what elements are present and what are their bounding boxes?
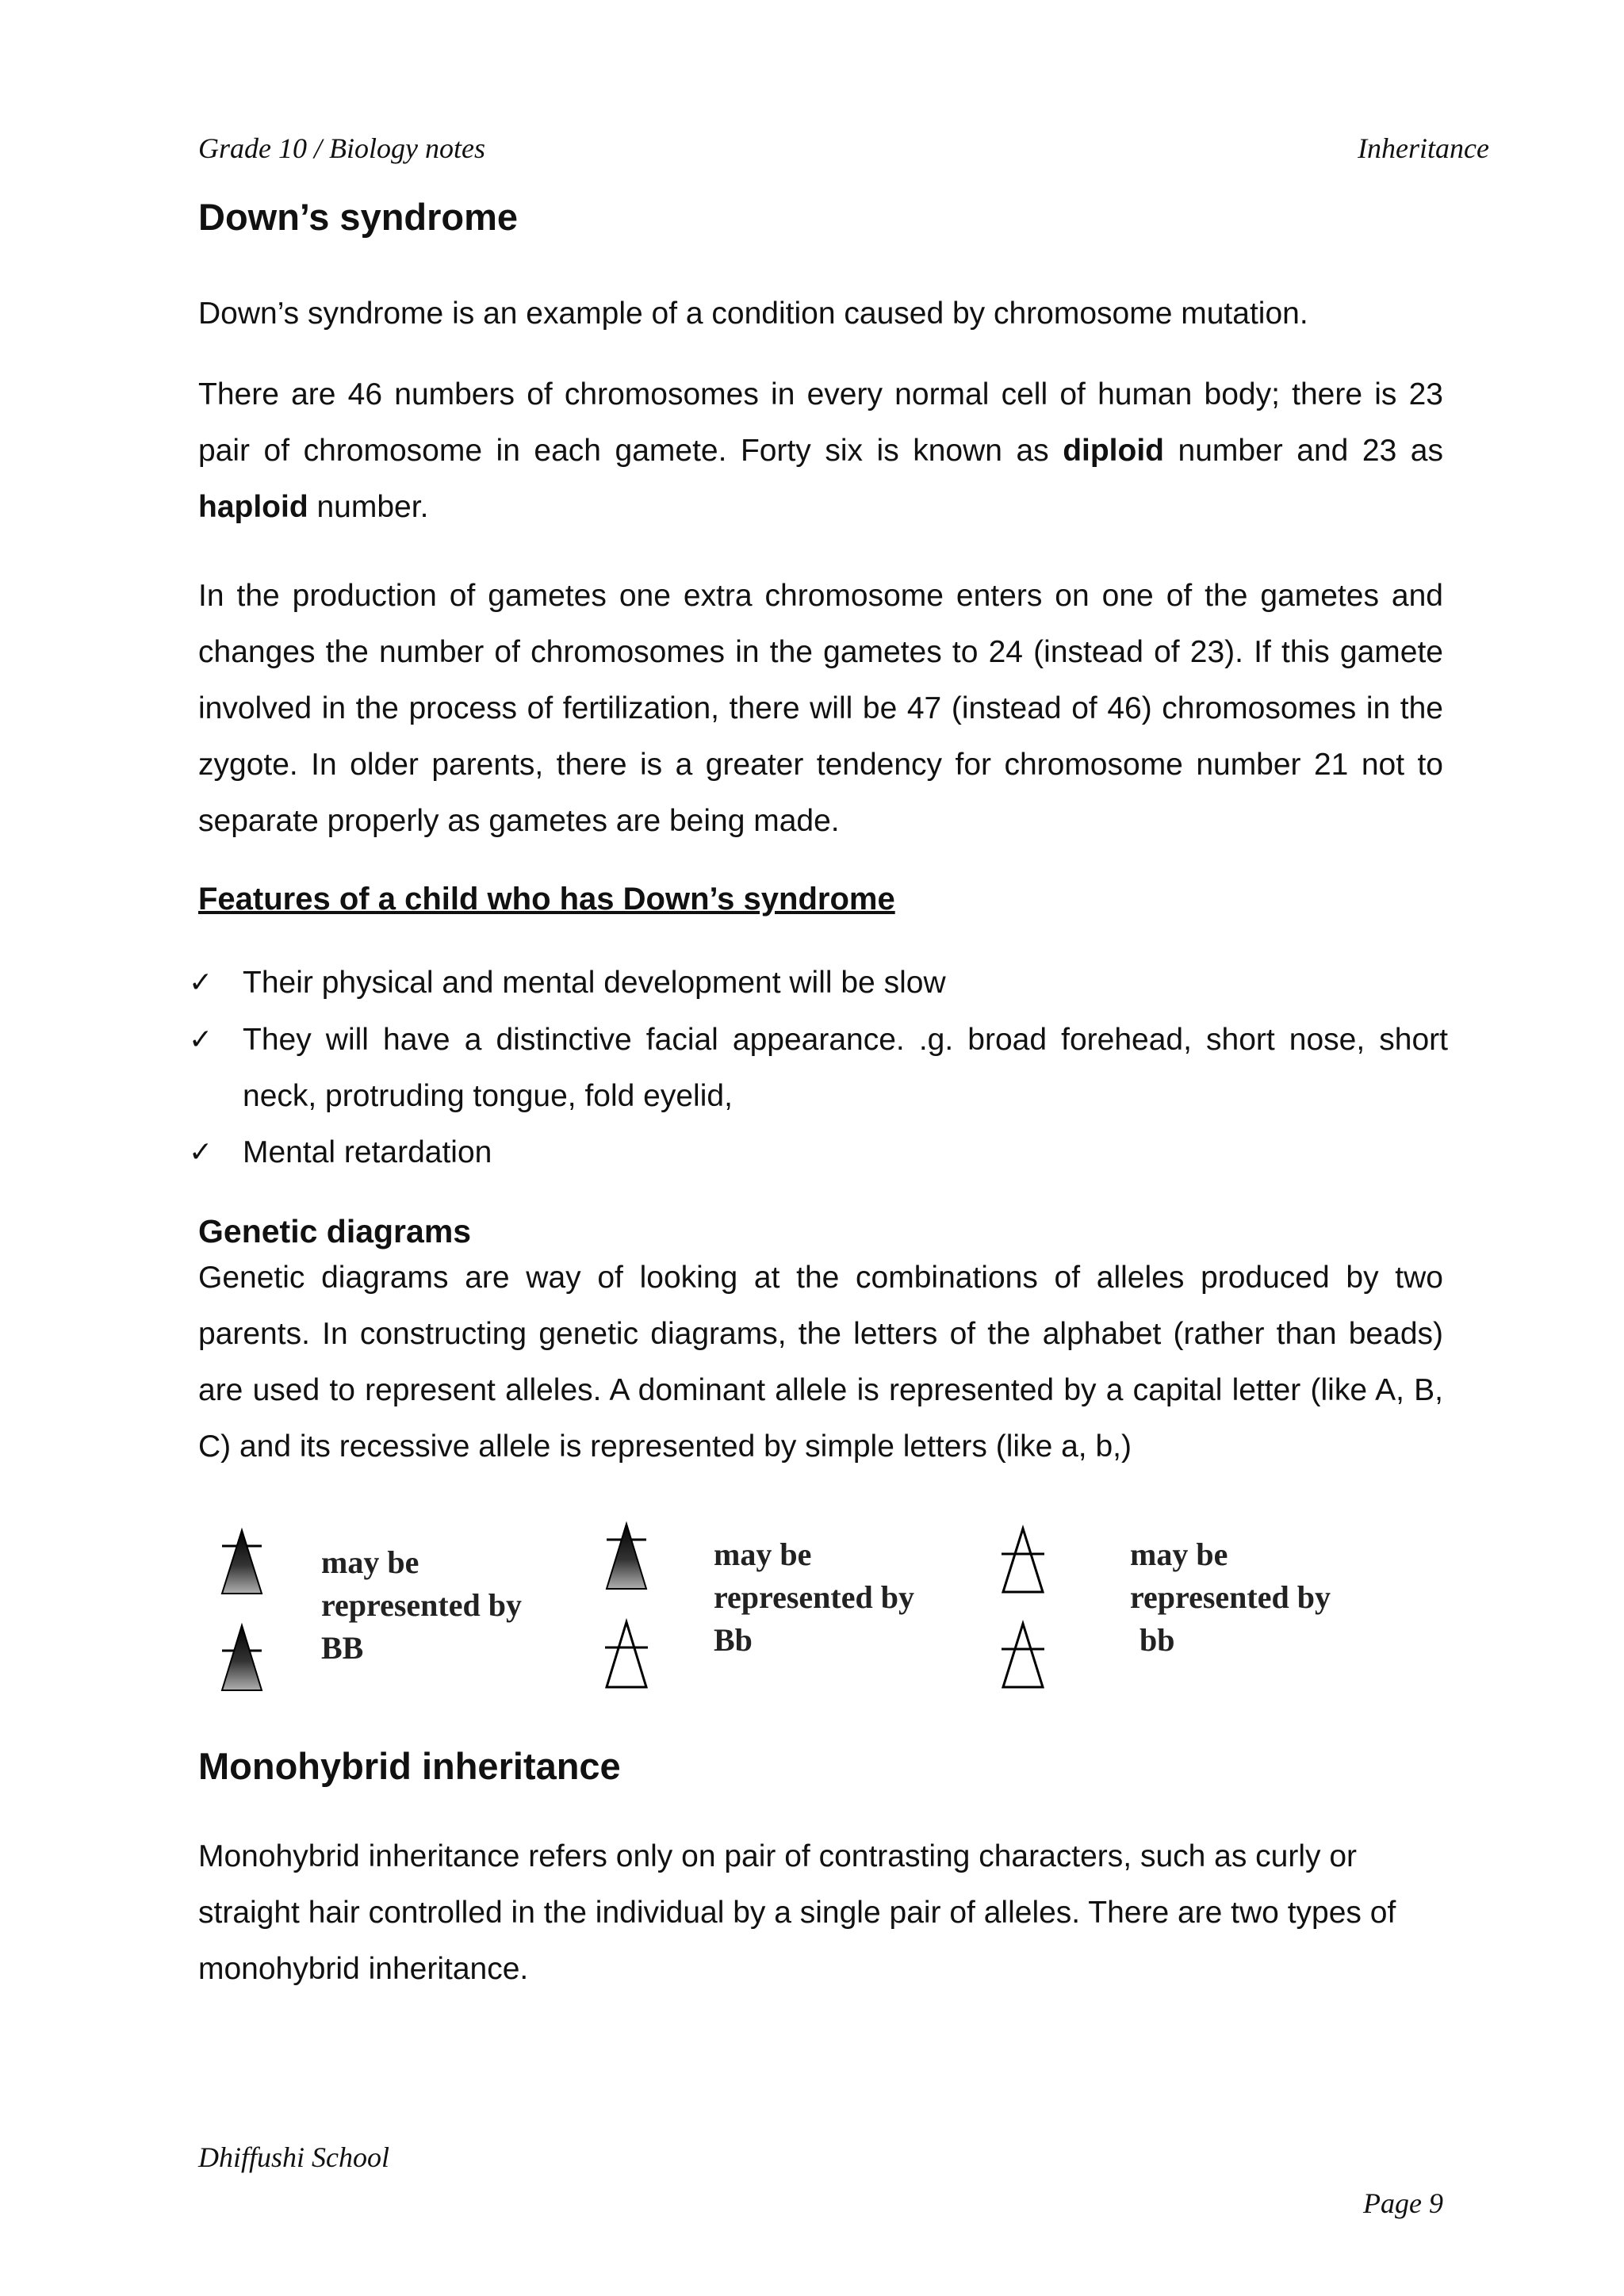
check-icon: ✓ xyxy=(189,1024,213,1056)
downs-paragraph-1: Down’s syndrome is an example of a condition caused by chromosome mutation. xyxy=(198,297,1308,331)
genotype-label: BB xyxy=(321,1630,364,1666)
triangle-filled-icon xyxy=(607,1524,646,1589)
allele-pair-bb-upper xyxy=(222,1530,262,1690)
figure-label-3: may be represented by bb xyxy=(1130,1533,1331,1662)
page-number: Page 9 xyxy=(1363,2187,1443,2219)
allele-pair-lower xyxy=(1002,1529,1044,1687)
triangle-open-icon xyxy=(1003,1624,1043,1687)
section-title-downs: Down’s syndrome xyxy=(198,196,519,238)
feature-item: ✓ Mental retardation xyxy=(243,1124,1448,1181)
section-title-monohybrid: Monohybrid inheritance xyxy=(198,1745,621,1787)
header-right: Inheritance xyxy=(1358,132,1489,164)
figure-label-2: may be represented by Bb xyxy=(714,1533,914,1662)
features-heading: Features of a child who has Down’s syndrome xyxy=(198,882,895,916)
feature-item: ✓ They will have a distinctive facial appearance. .g. broad forehead, short nose, short neck, protruding tongue, fold eyelid, xyxy=(243,1012,1448,1124)
feature-item: ✓ Their physical and mental development will be slow xyxy=(243,955,1448,1011)
triangle-filled-icon xyxy=(222,1530,262,1594)
header-left: Grade 10 / Biology notes xyxy=(198,132,485,164)
genetic-heading: Genetic diagrams xyxy=(198,1213,472,1249)
genotype-label: Bb xyxy=(714,1622,753,1658)
genotype-label: bb xyxy=(1139,1622,1175,1658)
footer-school: Dhiffushi School xyxy=(198,2141,389,2173)
figure-label-1: may be represented by BB xyxy=(321,1541,522,1670)
triangle-filled-icon xyxy=(222,1625,262,1690)
monohybrid-paragraph: Monohybrid inheritance refers only on pair of contrasting characters, such as curly or straight hair controlled in the individual by a single pair of alleles. There are two types of monohybrid inheritance. xyxy=(198,1839,1396,1986)
genetic-paragraph: Genetic diagrams are way of looking at the combinations of alleles produced by two parents. In constructing genetic diagrams, the letters of the alphabet (rather than beads) are used to represent alleles. A dominant allele is represented by a capital letter (like A, B, C) and its recessive allele is represented by simple letters (like a, b,) xyxy=(198,1261,1443,1464)
check-icon: ✓ xyxy=(189,1136,213,1169)
downs-paragraph-3: In the production of gametes one extra chromosome enters on one of the gametes and changes the number of chromosomes in the gametes to 24 (instead of 23). If this gamete involved in the process of fertilization, there will be 47 (instead of 46) chromosomes in the zygote. In older parents, there is a greater tendency for chromosome number 21 not to separate properly as gametes are being made. xyxy=(198,579,1443,838)
triangle-open-icon xyxy=(1003,1529,1043,1592)
downs-paragraph-2: There are 46 numbers of chromosomes in every normal cell of human body; there is 23 pair of chromosome in each gamete. Forty six is known as diploid number and 23 as haploid number. xyxy=(198,377,1443,524)
triangle-open-icon xyxy=(607,1622,646,1687)
allele-pair-bb-mixed xyxy=(605,1524,648,1687)
check-icon: ✓ xyxy=(189,966,213,999)
